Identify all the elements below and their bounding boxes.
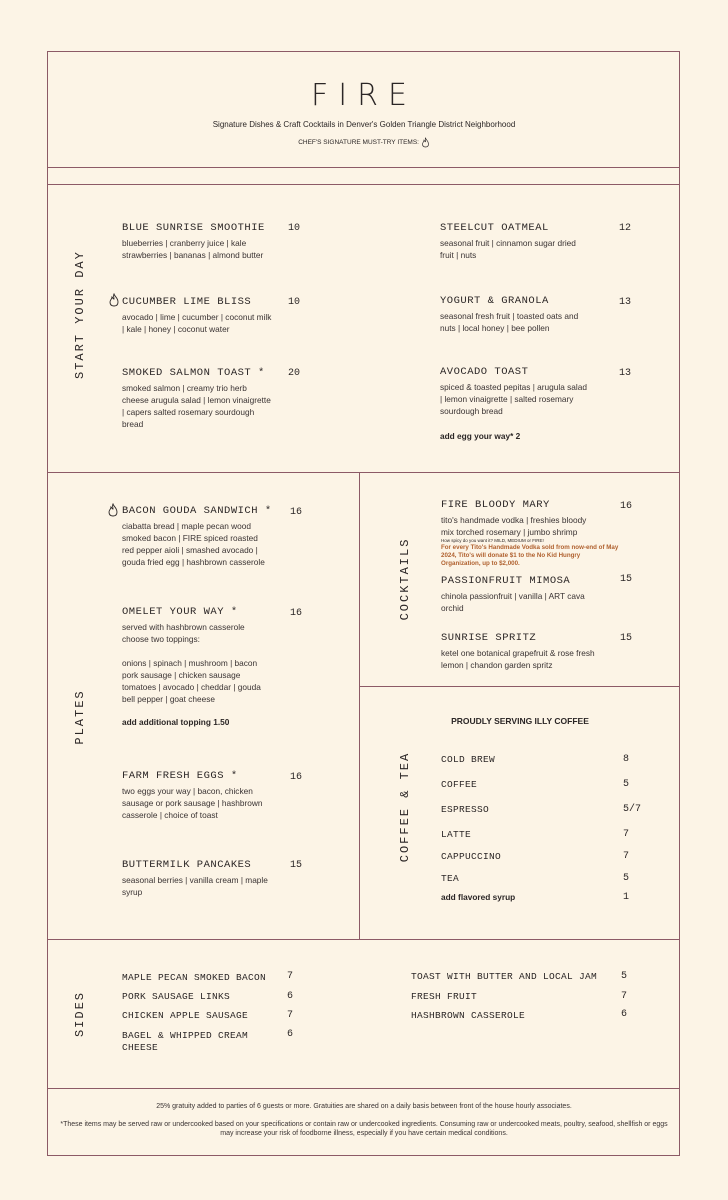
item-desc: spiced & toasted pepitas | arugula salad | lemon vinaigrette | salted rosemary sourdough bread	[440, 382, 587, 416]
item-name: FARM FRESH EGGS *	[122, 770, 238, 782]
item-toppings: onions | spinach | mushroom | bacon pork sausage | chicken sausage tomatoes | avocado | cheddar | gouda bell pepper | goat cheese	[122, 658, 261, 704]
item-price: 13	[619, 368, 632, 379]
item-desc: blueberries | cranberry juice | kale strawberries | bananas | almond butter	[122, 238, 264, 260]
item-price: 16	[620, 501, 633, 512]
menu-item	[441, 632, 601, 671]
item-desc: chinola passionfruit | vanilla | ART cava orchid	[441, 591, 585, 613]
item-desc: seasonal fresh fruit | toasted oats and nuts | local honey | bee pollen	[440, 311, 579, 333]
flame-icon	[107, 503, 119, 517]
flame-icon	[421, 137, 430, 148]
item-name: SUNRISE SPRITZ	[441, 632, 537, 644]
side-item-price: 7	[621, 991, 628, 1002]
menu-item	[440, 366, 590, 417]
menu-item	[440, 295, 590, 334]
side-item-price: 6	[287, 1029, 294, 1040]
item-price: 16	[290, 772, 303, 783]
item-price: 16	[290, 507, 303, 518]
item-price: 13	[619, 297, 632, 308]
coffee-item-name: TEA	[441, 873, 460, 884]
coffee-heading: PROUDLY SERVING ILLY COFFEE	[451, 716, 589, 726]
item-name: PASSIONFRUIT MIMOSA	[441, 575, 571, 587]
item-name: BACON GOUDA SANDWICH *	[122, 505, 272, 517]
item-desc: smoked salmon | creamy trio herb cheese arugula salad | lemon vinaigrette | capers salted rosemary sourdough bread	[122, 383, 271, 429]
syrup-note: add flavored syrup	[441, 892, 516, 902]
item-price: 15	[620, 574, 633, 585]
item-desc: two eggs your way | bacon, chicken sausage or pork sausage | hashbrown casserole | choice of toast	[122, 786, 263, 820]
coffee-item-price: 5	[623, 873, 630, 884]
side-item-price: 6	[287, 991, 294, 1002]
side-item-name: TOAST WITH BUTTER AND LOCAL JAM	[411, 971, 598, 982]
coffee-item-name: COLD BREW	[441, 754, 496, 765]
item-desc: served with hashbrown casserole choose two toppings:	[122, 622, 245, 644]
add-egg-note: add egg your way* 2	[440, 431, 521, 441]
item-name: STEELCUT OATMEAL	[440, 222, 549, 234]
section-sides: SIDES	[73, 991, 87, 1038]
menu-item	[122, 859, 272, 898]
item-name: OMELET YOUR WAY *	[122, 606, 238, 618]
coffee-item-name: LATTE	[441, 829, 472, 840]
signature-note	[0, 137, 728, 148]
item-price: 16	[290, 608, 303, 619]
coffee-item-name: ESPRESSO	[441, 804, 490, 815]
item-desc: tito's handmade vodka | freshies bloody mix torched rosemary | jumbo shrimp	[441, 515, 587, 537]
coffee-item-name: COFFEE	[441, 779, 478, 790]
menu-item	[122, 296, 272, 335]
item-name: BUTTERMILK PANCAKES	[122, 859, 252, 871]
item-price: 20	[288, 368, 301, 379]
item-desc: ciabatta bread | maple pecan wood smoked bacon | FIRE spiced roasted red pepper aioli | smashed avocado | gouda fried egg | hashbrown casserole	[122, 521, 265, 567]
menu-item	[122, 770, 272, 821]
item-name: CUCUMBER LIME BLISS	[122, 296, 252, 308]
coffee-item-price: 7	[623, 851, 630, 862]
side-item-price: 7	[287, 1010, 294, 1021]
section-plates: PLATES	[73, 689, 87, 745]
coffee-item-price: 5/7	[623, 804, 642, 815]
divider	[47, 184, 680, 185]
flame-icon	[108, 293, 120, 307]
item-price: 10	[288, 223, 301, 234]
item-name: BLUE SUNRISE SMOOTHIE	[122, 222, 265, 234]
item-price: 15	[290, 860, 303, 871]
side-item-name: CHICKEN APPLE SAUSAGE	[122, 1010, 249, 1021]
menu-item	[122, 606, 272, 705]
menu-item	[122, 367, 272, 430]
menu-item	[441, 575, 591, 614]
item-name: YOGURT & GRANOLA	[440, 295, 549, 307]
divider	[359, 472, 360, 939]
divider	[47, 167, 680, 168]
menu-item	[441, 499, 621, 568]
item-price: 15	[620, 633, 633, 644]
coffee-item-price: 8	[623, 754, 630, 765]
coffee-item-name: CAPPUCCINO	[441, 851, 502, 862]
section-start-your-day: START YOUR DAY	[73, 250, 87, 379]
syrup-price: 1	[623, 892, 630, 903]
item-name: SMOKED SALMON TOAST *	[122, 367, 265, 379]
spicy-note: How spicy do you want it? MILD, MEDIUM or FIRE!	[441, 538, 544, 543]
item-price: 10	[288, 297, 301, 308]
tagline: Signature Dishes & Craft Cocktails in Denver's Golden Triangle District Neighborhood	[212, 120, 516, 129]
divider	[47, 472, 680, 473]
item-desc: avocado | lime | cucumber | coconut milk | kale | honey | coconut water	[122, 312, 272, 334]
item-desc: seasonal fruit | cinnamon sugar dried fruit | nuts	[440, 238, 576, 260]
coffee-item-price: 5	[623, 779, 630, 790]
divider	[359, 686, 680, 687]
divider	[47, 939, 680, 940]
coffee-item-price: 7	[623, 829, 630, 840]
side-item-name: MAPLE PECAN SMOKED BACON	[122, 972, 267, 983]
item-desc: seasonal berries | vanilla cream | maple syrup	[122, 875, 268, 897]
divider	[47, 1088, 680, 1089]
side-item-name: FRESH FRUIT	[411, 991, 478, 1002]
side-item-name: HASHBROWN CASSEROLE	[411, 1010, 526, 1021]
gratuity-note: 25% gratuity added to parties of 6 guests or more. Gratuities are shared on a daily basis between front of the house hourly associates.	[156, 1103, 572, 1110]
item-desc: ketel one botanical grapefruit & rose fresh lemon | chandon garden spritz	[441, 648, 595, 670]
side-item-price: 6	[621, 1009, 628, 1020]
side-item-price: 7	[287, 971, 294, 982]
side-item-price: 5	[621, 971, 628, 982]
raw-food-warning: *These items may be served raw or undercooked based on your specifications or contain raw or undercooked ingredients. Consuming raw or undercooked meats, poultry, seafood, shellfish or eggs may increase your risk of foodborne illness, especially if you have certain medical conditions.	[60, 1121, 668, 1137]
logo: FIRE	[311, 78, 417, 113]
menu-item	[122, 505, 272, 568]
side-item-name: PORK SAUSAGE LINKS	[122, 991, 231, 1002]
section-cocktails: COCKTAILS	[398, 537, 412, 621]
donation-promo: For every Tito's Handmade Vodka sold from now-end of May 2024, Tito's will donate $1 to the No Kid Hungry Organization, up to $2,000.	[441, 544, 619, 567]
item-price: 12	[619, 223, 632, 234]
section-coffee-tea: COFFEE & TEA	[398, 751, 412, 863]
side-item-name: BAGEL & WHIPPED CREAM CHEESE	[122, 1030, 249, 1053]
menu-item	[122, 222, 272, 261]
item-name: FIRE BLOODY MARY	[441, 499, 550, 511]
signature-note-text: CHEF'S SIGNATURE MUST-TRY ITEMS:	[298, 139, 419, 147]
menu-item	[440, 222, 590, 261]
item-name: AVOCADO TOAST	[440, 366, 529, 378]
add-topping-note: add additional topping 1.50	[122, 717, 230, 727]
